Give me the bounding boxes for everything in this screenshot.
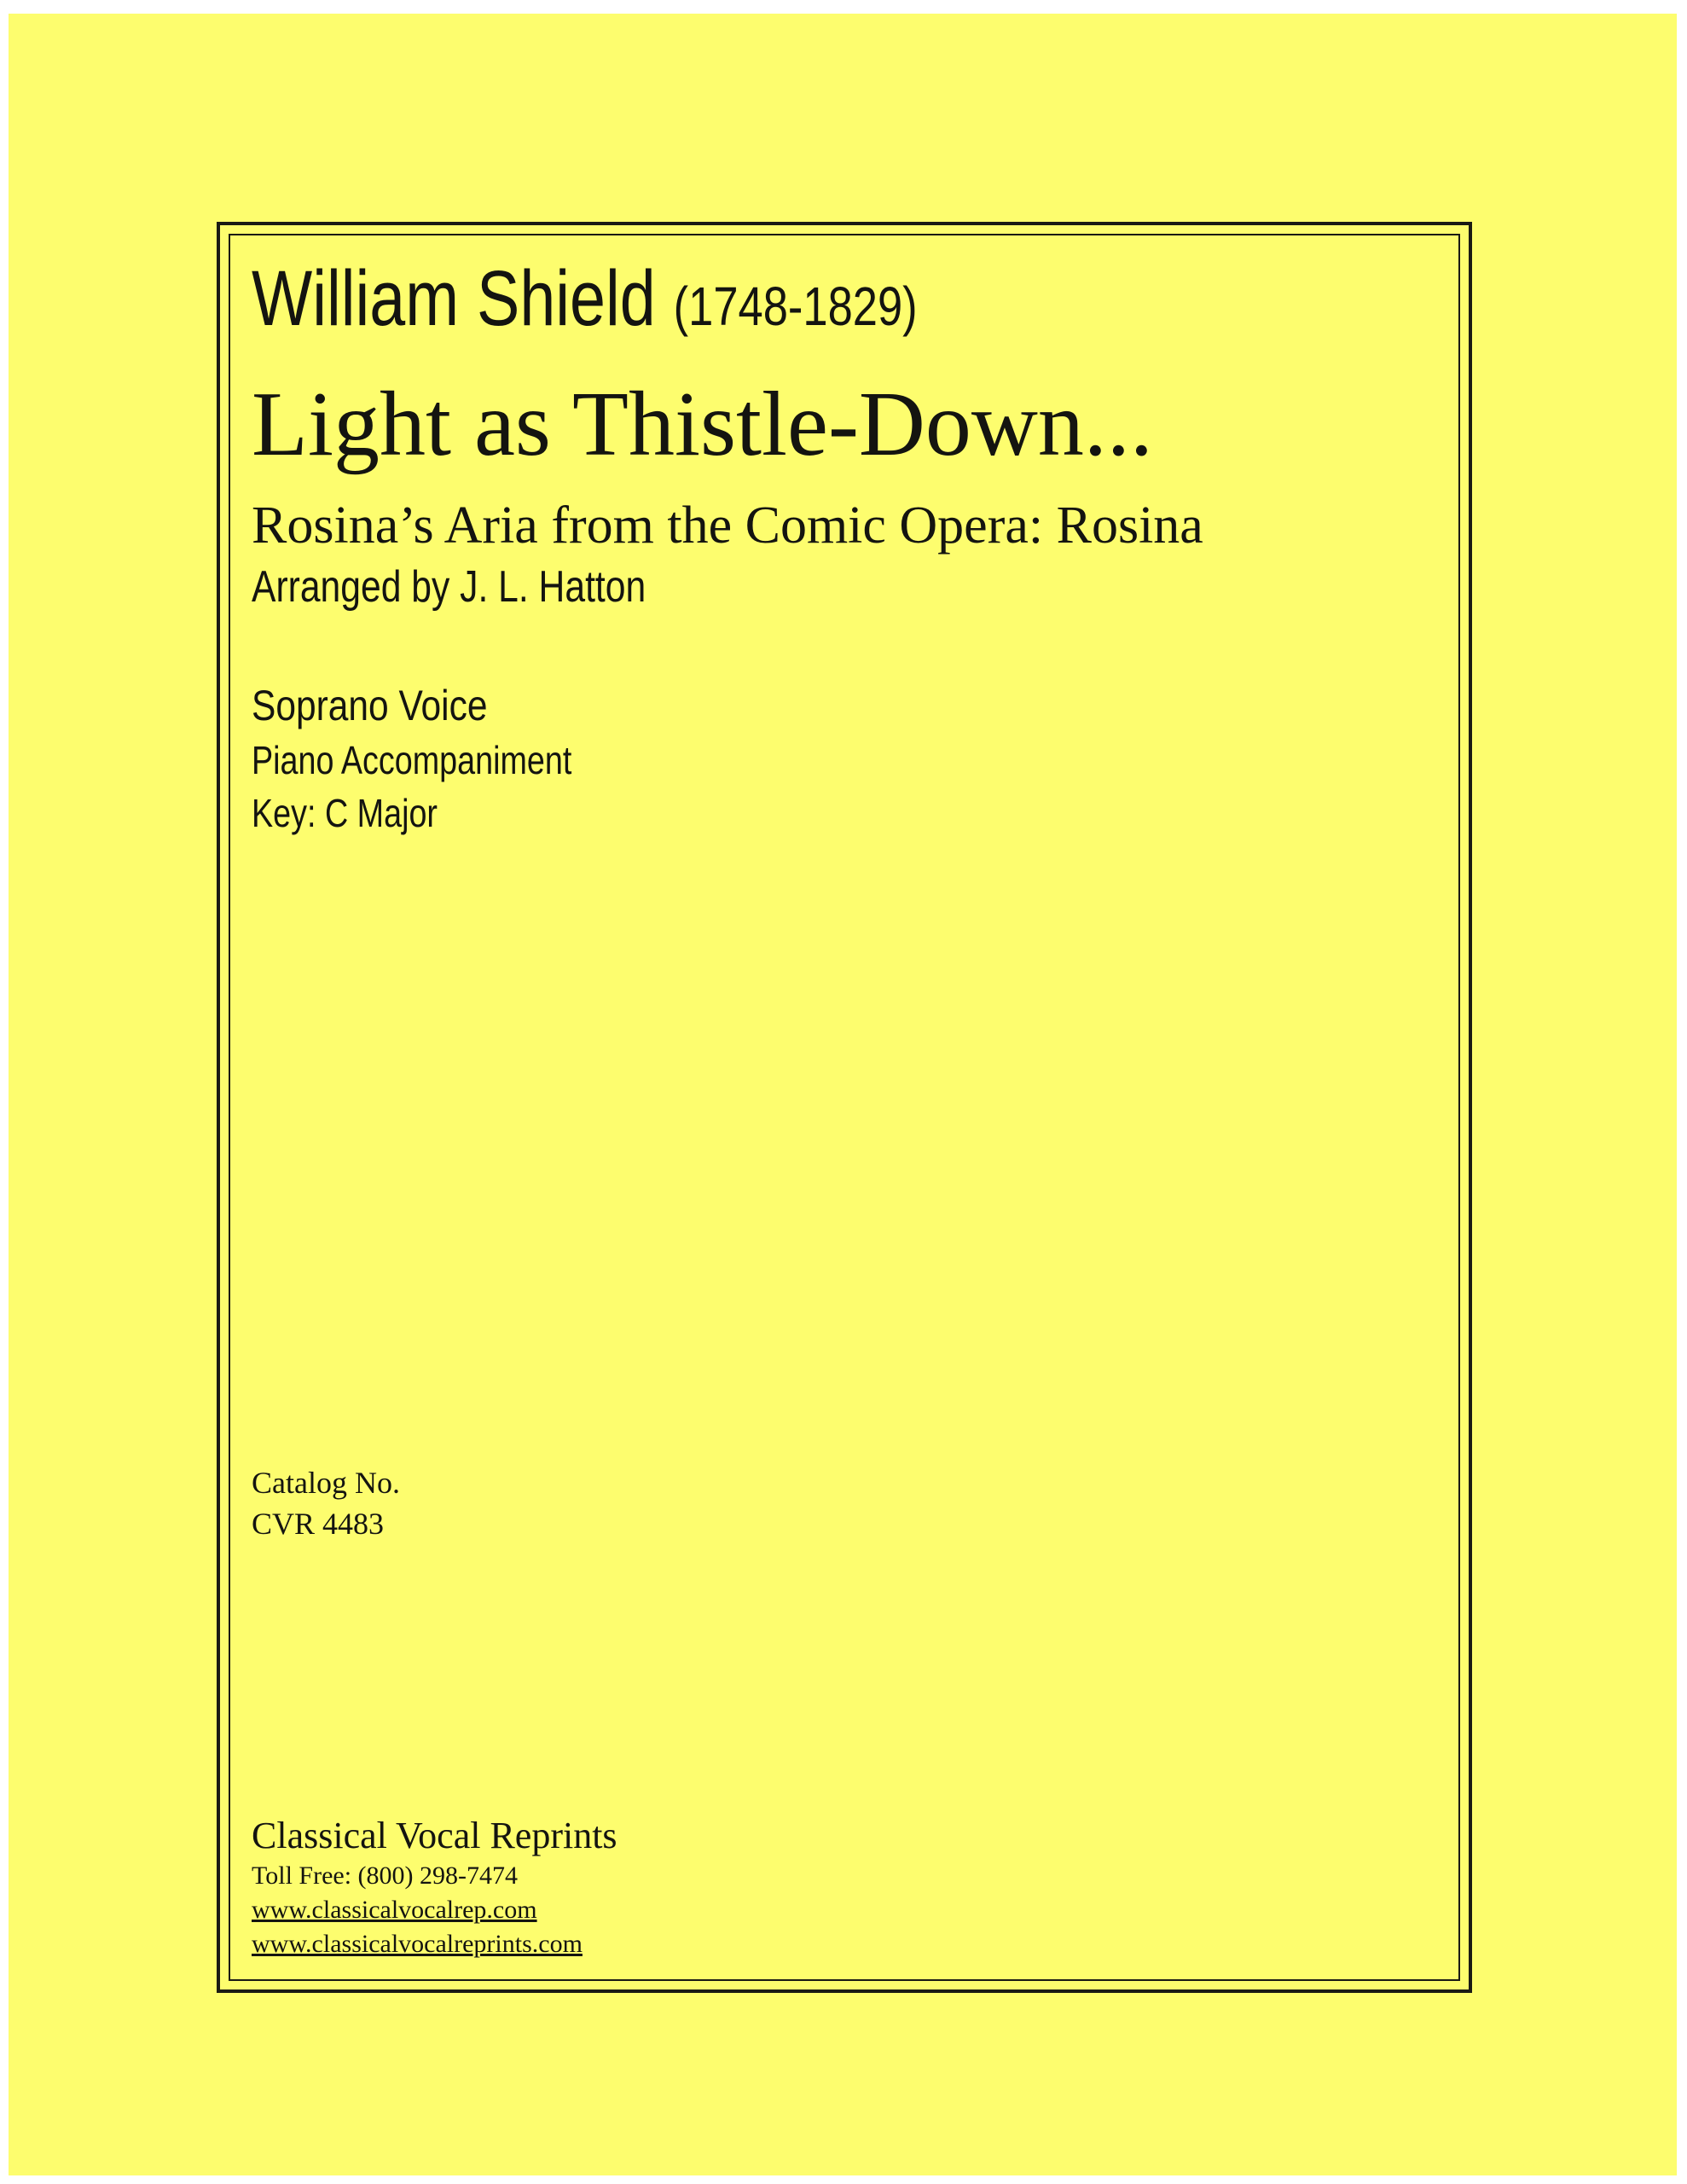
work-subtitle: Rosina’s Aria from the Comic Opera: Rosina [252, 497, 1203, 555]
publisher-name: Classical Vocal Reprints [252, 1815, 617, 1856]
arranger-credit: Arranged by J. L. Hatton [252, 562, 646, 612]
outer-border [217, 222, 1472, 1993]
voice-type: Soprano Voice [252, 682, 488, 729]
composer-line [252, 254, 918, 344]
key-signature: Key: C Major [252, 791, 438, 835]
catalog-number: CVR 4483 [252, 1507, 385, 1541]
cover-sheet [9, 14, 1677, 2175]
catalog-label: Catalog No. [252, 1466, 400, 1500]
publisher-phone: Toll Free: (800) 298-7474 [252, 1862, 519, 1890]
website-link-2[interactable]: www.classicalvocalreprints.com [252, 1930, 583, 1958]
composer-name: William Shield [252, 255, 656, 342]
work-title: Light as Thistle-Down... [252, 374, 1153, 475]
accompaniment: Piano Accompaniment [252, 738, 572, 782]
website-link-1[interactable]: www.classicalvocalrep.com [252, 1896, 537, 1924]
composer-dates: (1748-1829) [673, 276, 918, 337]
